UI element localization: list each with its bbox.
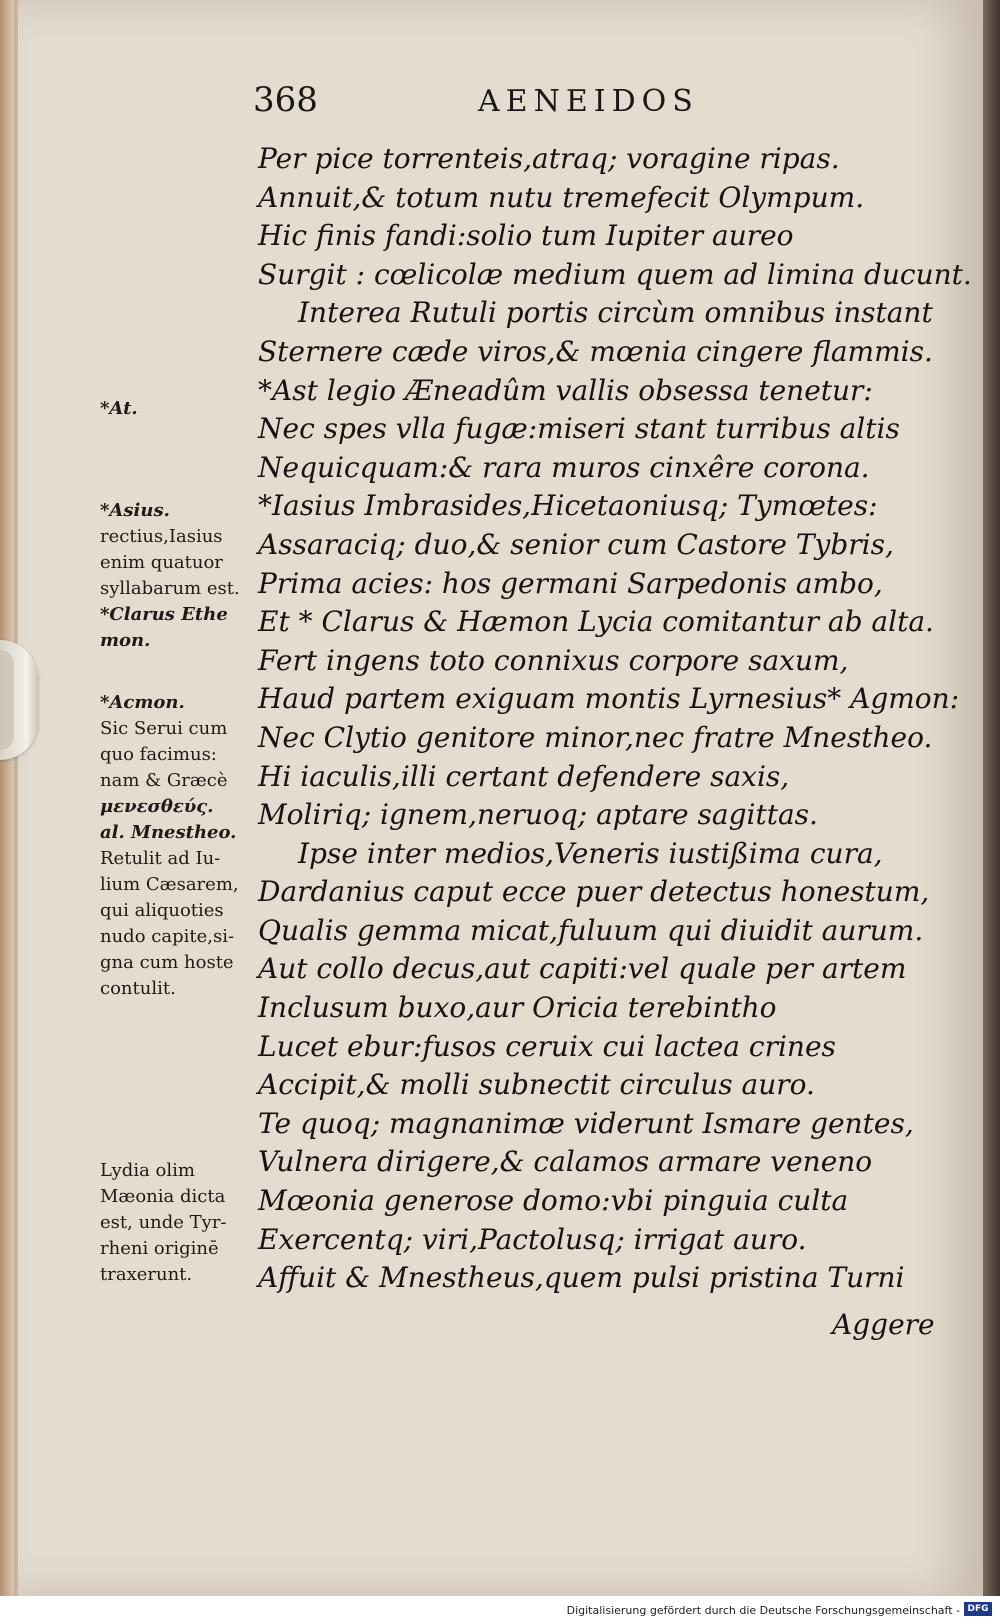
verse-line: Et * Clarus & Hæmon Lycia comitantur ab alta.: [258, 605, 934, 639]
verse-line: Exercentq; viri,Pactolusq; irrigat auro.: [258, 1222, 807, 1256]
verse-line: Per pice torrenteis,atraq; voragine ripas.: [258, 142, 840, 175]
verse-line: Hi iaculis,illi certant defendere saxis,: [258, 759, 790, 793]
note-line: Sic Serui cum: [100, 718, 228, 739]
verse-line: *Iasius Imbrasides,Hicetaoniusq; Tymœtes:: [258, 489, 878, 523]
verse-line: Te quoq; magnanimæ viderunt Ismare gentes,: [258, 1106, 914, 1140]
note-line: Lydia olim: [100, 1160, 195, 1181]
note-line: Retulit ad Iu-: [100, 848, 221, 869]
verse-line: Aut collo decus,aut capiti:vel quale per artem: [258, 952, 907, 986]
verse-line: Hic finis fandi:solio tum Iupiter aureo: [258, 219, 794, 253]
running-head: AENEIDOS: [478, 84, 699, 119]
verse-line: Nequicquam:& rara muros cinxêre corona.: [258, 450, 870, 484]
verse-text: [258, 140, 972, 1298]
verse-line: Annuit,& totum nutu tremefecit Olympum.: [258, 180, 865, 214]
note-line: traxerunt.: [100, 1264, 193, 1285]
page-clip: [0, 640, 38, 760]
note-line: *Acmon.: [100, 692, 185, 713]
verse-line: Prima acies: hos germani Sarpedonis ambo,: [258, 566, 883, 600]
verse-line: Nec spes vlla fugæ:miseri stant turribus altis: [258, 412, 900, 446]
verse-line: Inclusum buxo,aur Oricia terebintho: [258, 991, 777, 1025]
verse-line: Interea Rutuli portis circùm omnibus instant: [298, 296, 933, 330]
book-right-edge: [983, 0, 1000, 1596]
note-line: rheni originē: [100, 1238, 219, 1259]
verse-line: Affuit & Mnestheus,quem pulsi pristina Turni: [258, 1261, 905, 1295]
note-line: est, unde Tyr-: [100, 1212, 227, 1233]
verse-line: Sternere cæde viros,& mœnia cingere flammis.: [258, 334, 933, 368]
footer-credit: Digitalisierung gefördert durch die Deutsche Forschungsgemeinschaft -: [566, 1604, 960, 1617]
note-line: gna cum hoste: [100, 952, 234, 973]
note-line: contulit.: [100, 978, 176, 999]
note-line: *Clarus Ethe: [100, 604, 228, 625]
page-header: [253, 80, 773, 130]
margin-note-asius: [100, 498, 240, 654]
page-number: 368: [253, 80, 318, 120]
verse-line: Surgit : cœlicolæ medium quem ad limina ducunt.: [258, 257, 972, 291]
verse-line: Dardanius caput ecce puer detectus honestum,: [258, 875, 930, 909]
verse-line: Fert ingens toto connixus corpore saxum,: [258, 643, 849, 677]
note-line: qui aliquoties: [100, 900, 224, 921]
note-line: rectius,Iasius: [100, 526, 223, 547]
catchword: Aggere: [832, 1308, 935, 1341]
verse-line: Haud partem exiguam montis Lyrnesius* Agmon:: [258, 682, 960, 716]
footer-bar: [0, 1596, 1000, 1624]
note-line: *Asius.: [100, 500, 170, 521]
verse-line: Accipit,& molli subnectit circulus auro.: [258, 1068, 815, 1102]
verse-line: Moliriq; ignem,neruoq; aptare sagittas.: [258, 798, 818, 832]
note-line: quo facimus:: [100, 744, 217, 765]
note-line: nam & Græcè: [100, 770, 228, 791]
note-line: *At.: [100, 398, 138, 419]
verse-line: Nec Clytio genitore minor,nec fratre Mnestheo.: [258, 720, 933, 754]
note-line: al. Mnestheo.: [100, 822, 237, 843]
verse-line: Assaraciq; duo,& senior cum Castore Tybris,: [258, 527, 894, 561]
verse-line: Vulnera dirigere,& calamos armare veneno: [258, 1145, 873, 1179]
margin-note-lydia: [100, 1158, 227, 1288]
verse-line: Qualis gemma micat,fuluum qui diuidit aurum.: [258, 913, 924, 947]
note-line: syllabarum est.: [100, 578, 240, 599]
dfg-logo: DFG: [964, 1602, 992, 1616]
margin-note-acmon: [100, 690, 239, 1002]
margin-note-at: [100, 396, 138, 422]
verse-line: *Ast legio Æneadûm vallis obsessa tenetur:: [258, 373, 873, 407]
verse-line: Ipse inter medios,Veneris iustißima cura,: [298, 836, 883, 870]
note-line: lium Cæsarem,: [100, 874, 239, 895]
note-line: enim quatuor: [100, 552, 223, 573]
note-line: Mæonia dicta: [100, 1186, 226, 1207]
note-line: nudo capite,si-: [100, 926, 235, 947]
note-line: mon.: [100, 630, 151, 651]
note-line: μενεσθεύς.: [100, 796, 214, 817]
verse-line: Mœonia generose domo:vbi pinguia culta: [258, 1184, 849, 1218]
verse-line: Lucet ebur:fusos ceruix cui lactea crines: [258, 1029, 836, 1063]
